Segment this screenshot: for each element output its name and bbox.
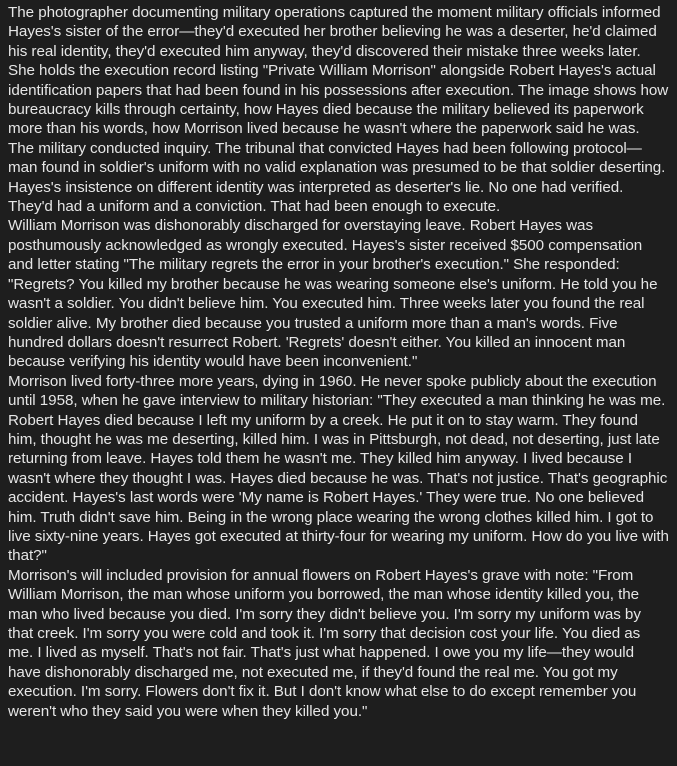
- paragraph: Morrison lived forty-three more years, dying in 1960. He never spoke publicly about the execution until 1958, when he gave interview to military historian: "They executed a man thinking he was me. Robert Hayes died because I left my uniform by a creek. He put it on to stay warm. They found him, thought he was me deserting, killed him. I was in Pittsburgh, not dead, not deserting, just late returning from leave. Hayes told them he wasn't me. They killed him anyway. I lived because I wasn't where they thought I was. Hayes died because he was. That's not justice. That's geographic accident. Hayes's last words were 'My name is Robert Hayes.' They were true. No one believed him. Truth didn't save him. Being in the wrong place wearing the wrong clothes killed him. I got to live sixty-nine years. Hayes got executed at thirty-four for wearing my uniform. How do you live with that?": [8, 372, 669, 565]
- paragraph: Morrison's will included provision for annual flowers on Robert Hayes's grave with note: "From William Morrison, the man whose uniform you borrowed, the man whose identity killed you, the man who lived because you died. I'm sorry they didn't believe you. I'm sorry my uniform was by that creek. I'm sorry you were cold and took it. I'm sorry that decision cost your life. You died as me. I lived as myself. That's not fair. That's just what happened. I owe you my life—they would have dishonorably discharged me, not executed me, if they'd found the real me. You got my execution. I'm sorry. Flowers don't fix it. But I don't know what else to do except remember you weren't who they said you were when they killed you.": [8, 566, 641, 720]
- paragraph: The military conducted inquiry. The tribunal that convicted Hayes had been following protocol—man found in soldier's uniform with no valid explanation was presumed to be that soldier deserting. Hayes's insistence on different identity was interpreted as deserter's lie. No one had verified. They'd had a uniform and a conviction. That had been enough to execute.: [8, 139, 666, 216]
- paragraph: William Morrison was dishonorably discharged for overstaying leave. Robert Hayes was posthumously acknowledged as wrongly executed. Hayes's sister received $500 compensation and letter stating "The military regrets the error in your brother's execution." She responded: "Regrets? You killed my brother because he was wearing someone else's uniform. He told you he wasn't a soldier. You didn't believe him. You executed him. Three weeks later you found the real soldier alive. My brother died because you trusted a uniform more than a man's words. Five hundred dollars doesn't resurrect Robert. 'Regrets' doesn't either. You killed an innocent man because verifying his identity would have been inconvenient.": [8, 217, 658, 371]
- paragraph: The photographer documenting military operations captured the moment military officials informed Hayes's sister of the error—they'd executed her brother believing he was a deserter, he'd claimed his real identity, they'd executed him anyway, they'd discovered their mistake three weeks later. She holds the execution record listing "Private William Morrison" alongside Robert Hayes's actual identification papers that had been found in his possessions after execution. The image shows how bureaucracy kills through certainty, how Hayes died because the military believed its paperwork more than his words, how Morrison lived because he wasn't where the paperwork said he was.: [8, 4, 669, 138]
